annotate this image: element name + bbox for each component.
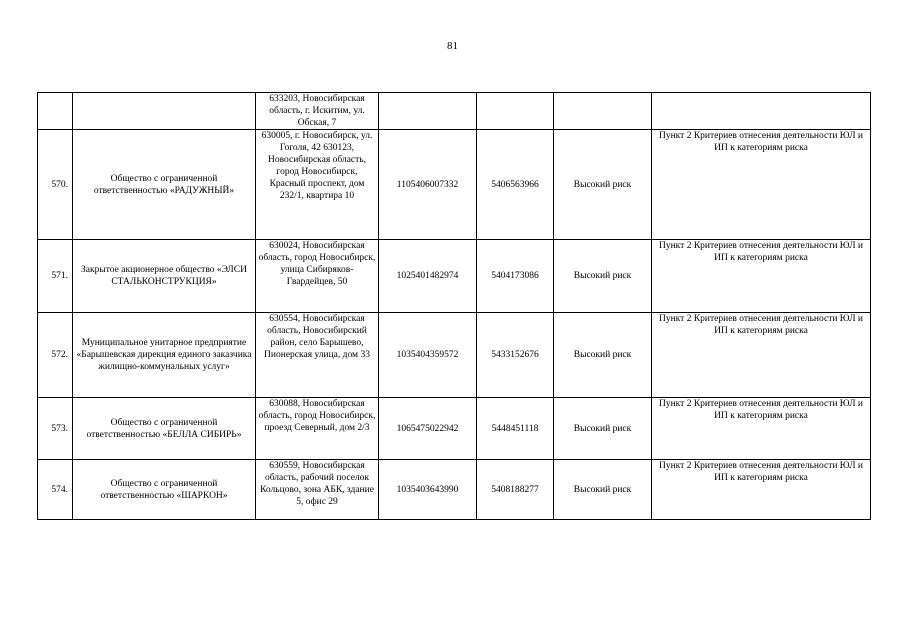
- cell-criteria: Пункт 2 Критериев отнесения деятельности ЮЛ и ИП к категориям риска: [652, 460, 871, 520]
- cell-address: 630554, Новосибирская область, Новосибирский район, село Барышево, Пионерская улица, дом 33: [256, 313, 379, 398]
- cell-number: [38, 93, 73, 130]
- cell-organization-name: Муниципальное унитарное предприятие «Барышевская дирекция единого заказчика жилищно-коммунальных услуг»: [73, 313, 256, 398]
- cell-risk-category: [554, 93, 652, 130]
- cell-criteria: Пункт 2 Критериев отнесения деятельности ЮЛ и ИП к категориям риска: [652, 313, 871, 398]
- cell-ogrn: 1105406007332: [379, 130, 477, 240]
- cell-criteria: Пункт 2 Критериев отнесения деятельности ЮЛ и ИП к категориям риска: [652, 130, 871, 240]
- cell-ogrn: 1035403643990: [379, 460, 477, 520]
- table-row: [38, 460, 871, 520]
- cell-criteria: [652, 93, 871, 130]
- page-number: 81: [447, 40, 458, 52]
- cell-number: 573.: [38, 398, 73, 460]
- cell-inn: [477, 93, 554, 130]
- cell-ogrn: 1025401482974: [379, 240, 477, 313]
- cell-address: 630024, Новосибирская область, город Новосибирск, улица Сибиряков-Гвардейцев, 50: [256, 240, 379, 313]
- table-row: [38, 130, 871, 240]
- cell-address: 630088, Новосибирская область, город Новосибирск, проезд Северный, дом 2/3: [256, 398, 379, 460]
- cell-inn: 5404173086: [477, 240, 554, 313]
- cell-risk-category: Высокий риск: [554, 130, 652, 240]
- cell-number: 570.: [38, 130, 73, 240]
- cell-organization-name: Общество с ограниченной ответственностью «ШАРКОН»: [73, 460, 256, 520]
- cell-organization-name: Закрытое акционерное общество «ЭЛСИ СТАЛЬКОНСТРУКЦИЯ»: [73, 240, 256, 313]
- cell-risk-category: Высокий риск: [554, 460, 652, 520]
- cell-ogrn: 1065475022942: [379, 398, 477, 460]
- cell-inn: 5408188277: [477, 460, 554, 520]
- risk-registry-table: [37, 92, 871, 520]
- cell-address: 633203, Новосибирская область, г. Искитим, ул. Обская, 7: [256, 93, 379, 130]
- table-row: [38, 240, 871, 313]
- cell-criteria: Пункт 2 Критериев отнесения деятельности ЮЛ и ИП к категориям риска: [652, 398, 871, 460]
- cell-address: 630005, г. Новосибирск, ул. Гоголя, 42 630123, Новосибирская область, город Новосибирск, Красный проспект, дом 232/1, квартира 10: [256, 130, 379, 240]
- cell-criteria: Пункт 2 Критериев отнесения деятельности ЮЛ и ИП к категориям риска: [652, 240, 871, 313]
- cell-risk-category: Высокий риск: [554, 240, 652, 313]
- table-row: [38, 313, 871, 398]
- cell-risk-category: Высокий риск: [554, 398, 652, 460]
- table-row: [38, 398, 871, 460]
- cell-risk-category: Высокий риск: [554, 313, 652, 398]
- cell-inn: 5448451118: [477, 398, 554, 460]
- cell-number: 574.: [38, 460, 73, 520]
- cell-number: 571.: [38, 240, 73, 313]
- cell-number: 572.: [38, 313, 73, 398]
- cell-organization-name: Общество с ограниченной ответственностью «БЕЛЛА СИБИРЬ»: [73, 398, 256, 460]
- cell-ogrn: [379, 93, 477, 130]
- cell-inn: 5406563966: [477, 130, 554, 240]
- table-row-continuation: [38, 93, 871, 130]
- cell-organization-name: [73, 93, 256, 130]
- cell-organization-name: Общество с ограниченной ответственностью «РАДУЖНЫЙ»: [73, 130, 256, 240]
- cell-address: 630559, Новосибирская область, рабочий поселок Кольцово, зона АБК, здание 5, офис 29: [256, 460, 379, 520]
- cell-inn: 5433152676: [477, 313, 554, 398]
- cell-ogrn: 1035404359572: [379, 313, 477, 398]
